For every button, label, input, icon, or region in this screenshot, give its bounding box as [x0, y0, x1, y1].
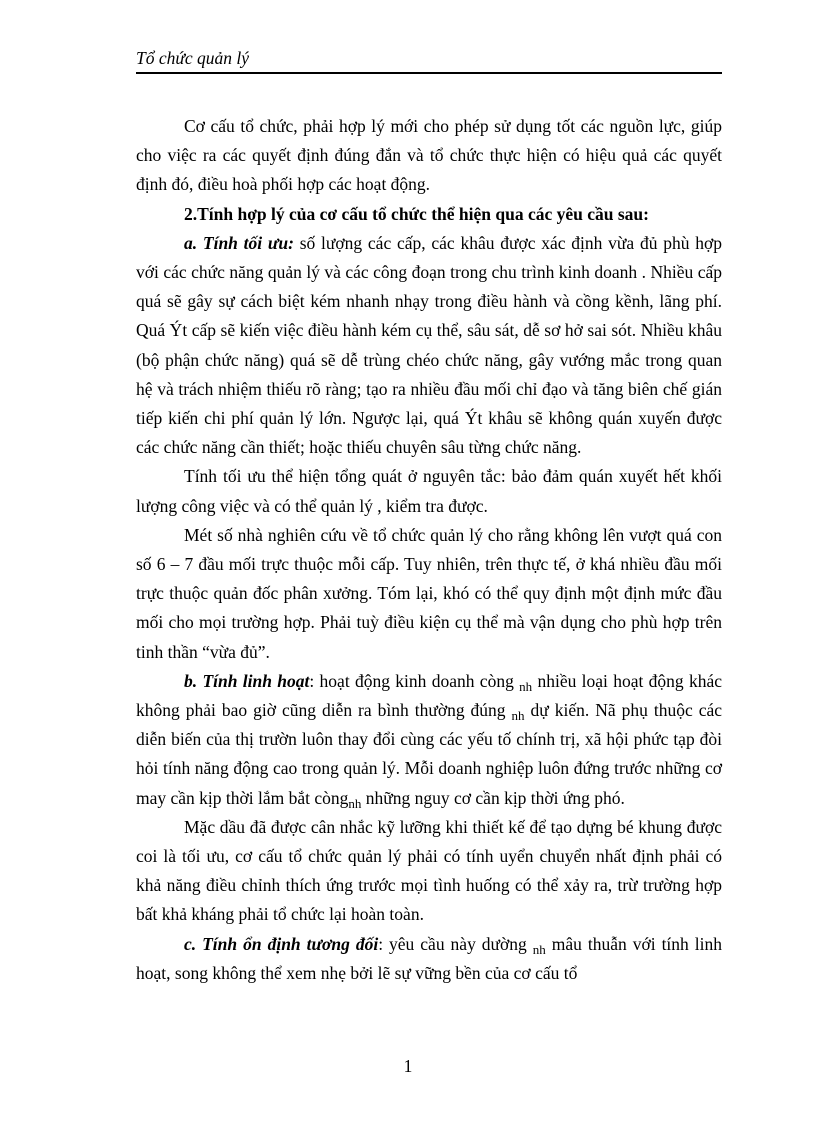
flexibility-text-c: dự kiến. Nã phụ thuộc các diễn biến của thị trườn luôn thay đổi cùng các yếu tố chính trị, xã hội phức tạp đòi hỏi tính năng động cao trong quản lý. Mỗi doanh nghiệp luôn đứng trước những cơ may cần kịp thời lắm bắt còng — [136, 700, 723, 808]
page-header — [136, 48, 722, 74]
paragraph-flexibility — [136, 667, 722, 813]
nh-fragment: nh — [348, 795, 362, 811]
document-body — [136, 112, 722, 988]
optimality-lead: a. Tính tối ưu: — [184, 232, 294, 253]
paragraph-intro: Cơ cấu tổ chức, phải hợp lý mới cho phép sử dụng tốt các nguồn lực, giúp cho việc ra các quyết định đúng đắn và tổ chức thực hiện có hiệu quả các quyết định đó, điều hoà phối hợp các hoạt động. — [136, 116, 722, 195]
optimality-text: số lượng các cấp, các khâu được xác định vừa đủ phù hợp với các chức năng quản lý và các công đoạn trong chu trình kinh doanh . Nhiều cấp quá sẽ gây sự cách biệt kém nhanh nhạy trong điều hành và cồng kềnh, lãng phí. Quá Ýt cấp sẽ kiến việc điều hành kém cụ thể, sâu sát, dễ sơ hở sai sót. Nhiều khâu (bộ phận chức năng) quá sẽ dễ trùng chéo chức năng, gây vướng mắc trong quan hệ và trách nhiệm thiếu rõ ràng; tạo ra nhiều đầu mối chỉ đạo và tăng biên chế gián tiếp kiến chi phí quản lý lớn. Ngược lại, quá Ýt khâu sẽ không quán xuyến được các chức năng cần thiết; hoặc thiếu chuyên sâu từng chức năng. — [136, 232, 722, 458]
paragraph-requirements-heading — [136, 200, 722, 229]
requirements-heading: 2.Tính hợp lý của cơ cấu tổ chức thể hiện qua các yêu cầu sau: — [184, 203, 649, 224]
nh-fragment: nh — [511, 708, 525, 724]
stability-text-b: mâu thuẫn với tính linh hoạt, song không thể xem nhẹ bởi lẽ sự vững bền của cơ cấu tổ — [136, 933, 723, 983]
paragraph-adjustment: Mặc dầu đã được cân nhắc kỹ lưỡng khi thiết kế để tạo dựng bé khung được coi là tối ưu, cơ cấu tổ chức quản lý phải có tính uyển chuyển nhất định phải có khả năng điều chỉnh thích ứng trước mọi tình huống có thể xảy ra, trừ trường hợp bất khả kháng phải tổ chức lại hoàn toàn. — [136, 816, 722, 925]
flexibility-text-a: : hoạt động kinh doanh còng — [309, 670, 520, 691]
paragraph-optimality — [136, 229, 722, 463]
nh-fragment: nh — [519, 678, 533, 694]
flexibility-text-b: nhiều loại hoạt động khác không phải bao giờ cũng diễn ra bình thường đúng — [136, 670, 722, 721]
paragraph-researchers: Mét số nhà nghiên cứu về tổ chức quản lý cho rằng không lên vượt quá con số 6 – 7 đầu mối trực thuộc mỗi cấp. Tuy nhiên, trên thực tế, ở khá nhiều đầu mối trực thuộc quản đốc phân xưởng. Tóm lại, khó có thể quy định một định mức đầu mối cho mọi trường hợp. Phải tuỳ điều kiện cụ thể mà vận dụng cho phù hợp trên tinh thần “vừa đủ”. — [136, 524, 722, 662]
header-title: Tổ chức quản lý — [136, 48, 250, 68]
flexibility-text-d: những nguy cơ cần kịp thời ứng phó. — [361, 787, 625, 808]
paragraph-stability — [136, 930, 722, 988]
stability-lead: c. Tính ổn định tương đối — [184, 933, 379, 954]
page-number: 1 — [403, 1056, 413, 1076]
paragraph-optimality-principle: Tính tối ưu thể hiện tổng quát ở nguyên tắc: bảo đảm quán xuyết hết khối lượng công việc và có thể quản lý , kiểm tra được. — [136, 466, 722, 516]
flexibility-lead: b. Tính linh hoạt — [184, 670, 310, 691]
stability-text-a: : yêu cầu này dường — [378, 933, 533, 954]
nh-fragment: nh — [532, 941, 546, 957]
